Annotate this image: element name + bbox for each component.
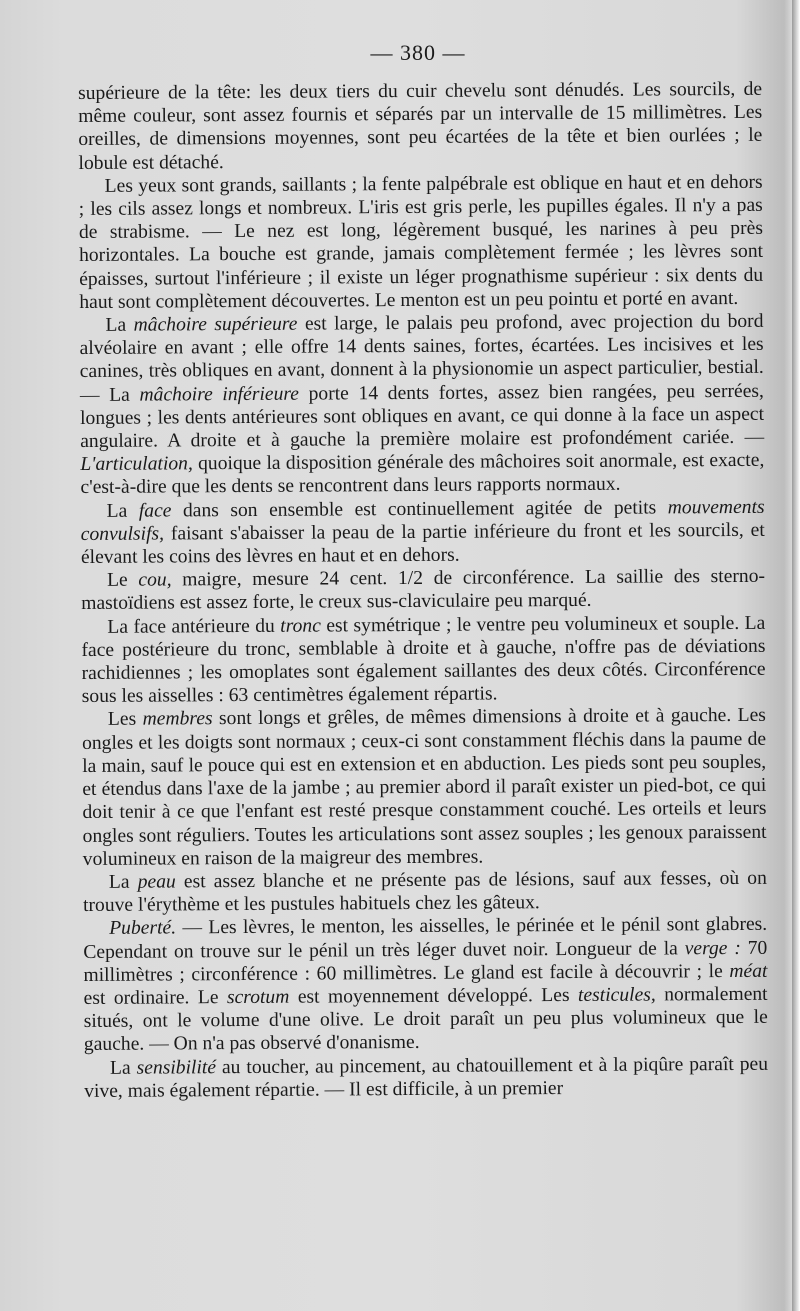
paragraph <box>78 78 763 175</box>
italic-term: mâchoire supérieure <box>133 313 298 336</box>
paragraph <box>81 565 765 616</box>
text-run: Les yeux sont grands, saillants ; la fente palpébrale est oblique en haut et en dehors ; les cils assez longs et nombreux. L'iris est gris perle, les pupilles égales. Il n'y a pas de strabisme. — Le nez est long, légèrement busqué, les narines à peu près horizontales. La bouche est grande, jamais complètement fermée ; les lèvres sont épaisses, surtout l'inférieure ; il existe un léger prognathisme supérieur : six dents du haut sont complètement découvertes. Le menton est un peu pointu et porté en avant. <box>78 171 764 313</box>
italic-term: tronc <box>280 615 321 637</box>
text-run: La <box>109 1057 137 1079</box>
text-run: est symétrique ; le ventre peu volumineux et souple. La face postérieure du tronc, semblable à droite et à gauche, n'offre pas de déviations rachidiennes ; les omoplates sont également saillantes des deux côtés. Circonférence sous les aisselles : 63 centimètres également répartis. <box>81 612 766 708</box>
paragraph <box>82 704 767 871</box>
text-run: normalement situés, ont le volume d'une olive. Le droit paraît un peu plus volumineux que le gauche. — On n'a pas observé d'onanisme. <box>83 983 768 1056</box>
text-run: 70 millimètres ; circonférence : 60 millimètres. Le gland est facile à découvrir ; le <box>83 937 768 986</box>
text-run: Le <box>106 569 139 592</box>
text-run: est large, le palais peu profond, avec projection du bord alvéolaire en avant ; elle offre 14 dents saines, fortes, écartées. Les incisives et les canines, très obliques en avant, donnent à la physionomie un aspect particulier, bestial. — La <box>79 310 764 406</box>
paragraph <box>79 171 764 314</box>
italic-term: Puberté. <box>109 917 177 940</box>
text-run: quoique la disposition générale des mâchoires soit anormale, est exacte, c'est-à-dire que les dents se rencontrent dans leurs rapports normaux. <box>80 450 765 499</box>
italic-term: cou, <box>138 569 172 591</box>
paragraph <box>83 913 768 1056</box>
paragraph <box>81 611 766 708</box>
text-run: porte 14 dents fortes, assez bien rangées, peu serrées, longues ; les dents antérieures sont obliques en avant, ce qui donne à la face un aspect angulaire. A droite et à gauche la première molaire est profondément cariée. — <box>79 380 765 453</box>
paragraph <box>84 1052 768 1103</box>
text-run: supérieure de la tête: les deux tiers du cuir chevelu sont dénudés. Les sourcils, de même couleur, sont assez fournis et séparés par un intervalle de 15 millimètres. Les oreilles, de dimensions moyennes, sont peu écartées de la tête et bien ourlées ; le lobule est détaché. <box>78 78 763 174</box>
italic-term: verge : <box>684 937 741 959</box>
text-run: La <box>106 500 139 522</box>
page-number: — 380 — <box>370 40 466 65</box>
paragraph <box>81 495 765 569</box>
paragraph <box>79 310 764 500</box>
italic-term: sensibilité <box>136 1056 217 1079</box>
text-run: est assez blanche et ne présente pas de lésions, sauf aux fesses, où on trouve l'érythème et les pustules habituels chez les gâteux. <box>82 867 767 917</box>
italic-term: L'articulation, <box>80 453 193 476</box>
paragraph <box>83 867 767 918</box>
text-run: Les <box>107 709 143 731</box>
text-run: faisant s'abaisser la peau de la partie inférieure du front et les sourcils, et élevant les coins des lèvres en haut et en dehors. <box>80 519 765 569</box>
text-run: La face antérieure du <box>107 615 281 638</box>
italic-term: membres <box>142 708 213 731</box>
italic-term: méat <box>729 960 768 982</box>
italic-term: testicules, <box>577 984 656 1006</box>
page-edge <box>792 0 800 1311</box>
text-run: — Les lèvres, le menton, les aisselles, le périnée et le pénil sont glabres. Cependant on trouve sur le pénil un très léger duvet noir. Longueur de la <box>83 914 768 963</box>
text-run: au toucher, au pincement, au chatouillement et à la piqûre paraît peu vive, mais également répartie. — Il est difficile, à un premier <box>84 1053 769 1102</box>
italic-term: peau <box>137 871 176 893</box>
italic-term: mouvements convulsifs, <box>80 496 765 545</box>
italic-term: scrotum <box>226 986 290 1009</box>
text-run: La <box>105 314 134 336</box>
text-run: sont longs et grêles, de mêmes dimensions à droite et à gauche. Les ongles et les doigts sont normaux ; ceux-ci sont constamment fléchis dans la paume de la main, sauf le pouce qui est en extension et en abduction. Les pieds sont peu souples, et étendus dans l'axe de la jambe ; au premier abord il paraît exister un pied-bot, ce qui doit tenir à ce que l'enfant est resté presque constamment couché. Les orteils et leurs ongles sont réguliers. Toutes les articulations sont assez souples ; les genoux paraissent volumineux en raison de la maigreur des membres. <box>81 705 767 870</box>
text-run: est ordinaire. Le <box>83 987 228 1009</box>
text-run: dans son ensemble est continuellement agitée de petits <box>171 497 668 522</box>
text-run: La <box>108 871 138 893</box>
text-run: maigre, mesure 24 cent. 1/2 de circonférence. La saillie des sterno-mastoïdiens est assez forte, le creux sus-claviculaire peu marqué. <box>81 566 766 615</box>
italic-term: face <box>138 500 172 522</box>
italic-term: mâchoire inférieure <box>139 383 300 406</box>
text-run: est moyennement développé. Les <box>289 984 579 1008</box>
body-text <box>78 78 768 1103</box>
